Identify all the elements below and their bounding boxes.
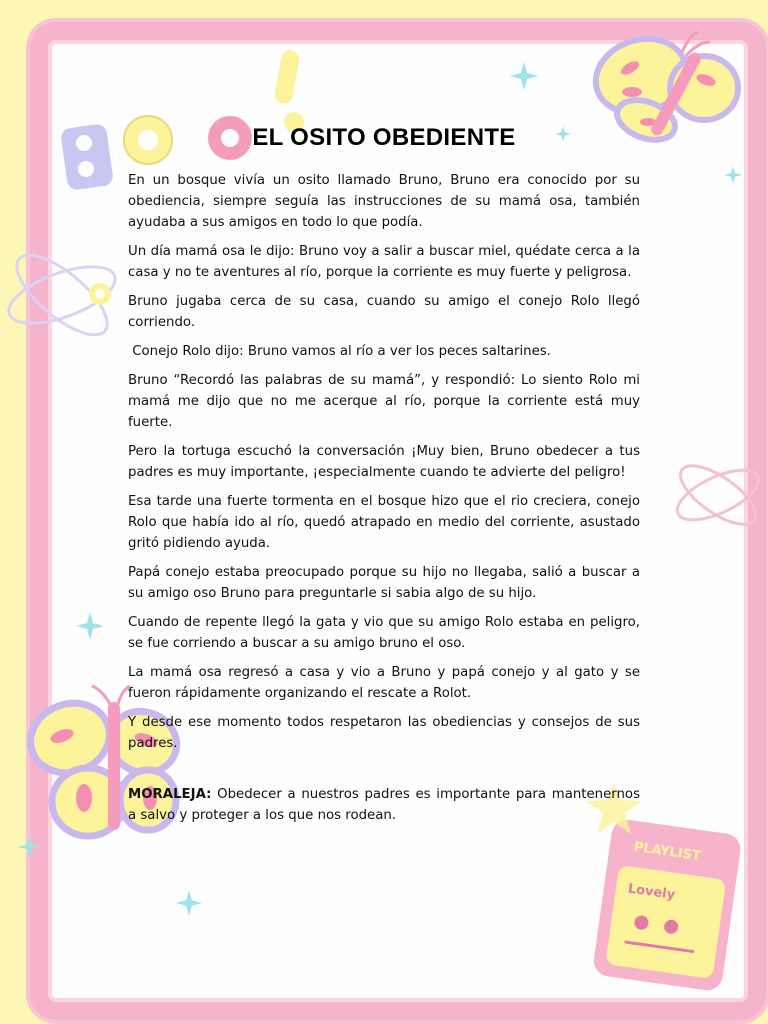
moral-paragraph [128,784,645,826]
story-paragraph: Conejo Rolo dijo: Bruno vamos al río a ver los peces saltarines. [128,344,551,359]
story-paragraph: Bruno jugaba cerca de su casa, cuando su amigo el conejo Rolo llegó corriendo. [128,294,640,330]
story-paragraph: Papá conejo estaba preocupado porque su hijo no llegaba, salió a buscar a su amigo oso Bruno para preguntarle si sabia algo de su hijo. [128,565,640,601]
story-paragraph: Cuando de repente llegó la gata y vio que su amigo Rolo estaba en peligro, se fue corriendo a buscar a su amigo bruno el oso. [128,615,640,651]
story-paragraph: Pero la tortuga escuchó la conversación ¡Muy bien, Bruno obedecer a tus padres es muy importante, ¡especialmente cuando te advierte del peligro! [128,444,640,480]
sparkle-icon [176,890,202,916]
story-paragraph: Un día mamá osa le dijo: Bruno voy a salir a buscar miel, quédate cerca a la casa y no te aventures al río, porque la corriente es muy fuerte y peligrosa. [128,244,640,280]
story-title: EL OSITO OBEDIENTE [252,124,516,151]
story-paragraph: Bruno “Recordó las palabras de su mamá”, y respondió: Lo siento Rolo mi mamá me dijo que no me acerque al río, porque la corriente está muy fuerte. [128,373,640,430]
sparkle-icon [76,612,104,640]
story-body [128,170,645,834]
moral-label: MORALEJA: [128,787,212,802]
playlist-label: PLAYLIST [632,839,702,865]
exclamation-icon [273,49,304,132]
orbit-ring-right-icon [668,440,768,550]
sparkle-icon [18,836,40,858]
story-paragraph: Y desde ese momento todos respetaron las obediencias y consejos de sus padres. [128,715,640,751]
story-paragraph: Esa tarde una fuerte tormenta en el bosque hizo que el rio creciera, conejo Rolo que había ido al río, quedó atrapado en medio del corriente, asustado gritó pidiendo ayuda. [128,494,640,551]
story-paragraph: La mamá osa regresó a casa y vio a Bruno y papá conejo y al gato y se fueron rápidamente organizando el rescate a Rolot. [128,665,640,701]
moral-text: Obedecer a nuestros padres es importante para mantenernos a salvo y proteger a los que nos rodean. [128,787,645,823]
orbit-ring-left-icon [2,240,132,350]
story-paragraph: En un bosque vivía un osito llamado Bruno, Bruno era conocido por su obediencia, siempre seguía las instrucciones de su mamá osa, también ayudaba a sus amigos en todo lo que podía. [128,173,640,230]
lovely-label: Lovely [626,881,677,903]
sparkle-icon [510,62,538,90]
playlist-card-decoration [582,816,752,996]
sparkle-icon [724,166,742,184]
